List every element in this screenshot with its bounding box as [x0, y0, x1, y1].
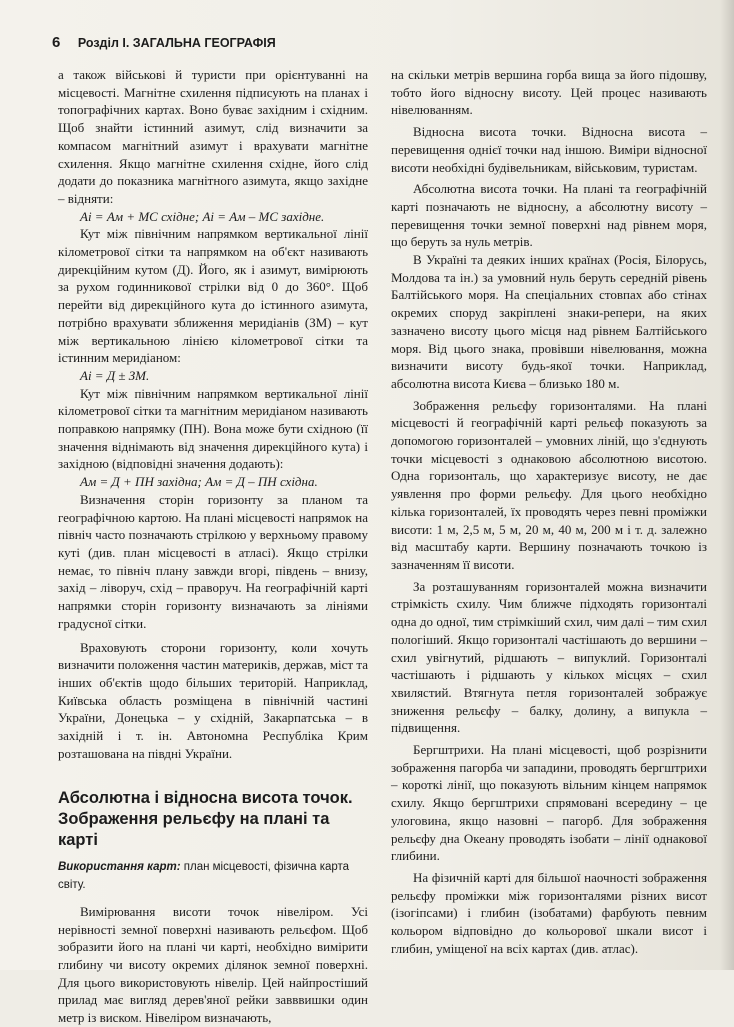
paragraph: на скільки метрів вершина горба вища за його підошву, тобто його відносну висоту. Цей процес називають нівелюванням.: [391, 67, 707, 118]
paragraph: Кут між північним напрямком вертикальної лінії кілометрової сітки та магнітним меридіаном називають поправкою напрямку (ПН). Вона може бути східною (її значення віднімають від значення дирекційного кута) і західною (відповідні значення додають):: [58, 385, 368, 472]
paragraph: Бергштрихи. На плані місцевості, щоб розрізнити зображення пагорба чи западини, проводять бергштрихи – короткі лінії, що показують вільним кінцем напрямок схилу. Якщо бергштрихи спрямовані всередину – це улоговина, якщо назовні – пагорб. Для зображення рельєфу дна Океану проводять ізобати – лінії однакової глибини.: [391, 742, 707, 864]
running-title: Розділ І. ЗАГАЛЬНА ГЕОГРАФІЯ: [77, 36, 276, 50]
paragraph: За розташуванням горизонталей можна визначити стрімкість схилу. Чим ближче підходять горизонталі одна до одної, тим стрімкіший схил, чим далі – тим схил пологіший. Якщо горизонталі частішають до вершини – схил увігнутий, рідшають – випуклий. Горизонталі частішають і рідшають у кількох місцях – схил хвилястий. Втягнута петля горизонталей зображує зниження рельєфу – балку, долину, а випукла – підвищення.: [391, 578, 707, 736]
right-column: [391, 66, 707, 957]
page-number: 6: [52, 34, 61, 51]
paragraph: Абсолютна висота точки. На плані та географічній карті позначають не відносну, а абсолютну висоту – перевищення точки земної поверхні над рівнем моря, що беруть за нуль метрів.: [391, 181, 707, 250]
formula: Аі = Ам + МС східне; Аі = Ам – МС західне.: [80, 208, 325, 224]
page-edge-shadow: [720, 0, 734, 970]
maps-usage-label: Використання карт:: [58, 861, 181, 874]
paragraph: Вимірювання висоти точок нівеліром. Усі нерівності земної поверхні називають рельєфом. Щоб зобразити його на плані чи карті, необхідно вимірити глибину чи висоту окремих ділянок земної поверхні. Для цього використовують нівелір. Цей найпростіший прилад має вигляд дерев'яної рейки завввишки один метр із виском. Нівеліром визначають,: [58, 903, 368, 1026]
section-title: Абсолютна і відносна висота точок. Зображення рельєфу на плані та карті: [58, 789, 353, 850]
formula: Ам = Д + ПН західна; Ам = Д – ПН східна.: [80, 474, 318, 490]
paragraph: Враховують сторони горизонту, коли хочуть визначити положення частин материків, держав, міст та інших об'єктів щодо більших територій. Наприклад, Київська область розміщена в північній частині України, Донецька – у східній, Закарпатська – в західній і т. ін. Автономна Республіка Крим розташована на півдні України.: [58, 639, 368, 761]
paragraph: На фізичній карті для більшої наочності зображення рельєфу проміжки між горизонталями різних висот (ізогіпсами) і глибин (ізобатами) фарбують певним кольором відповідно до кольорової шкали висот і глибин, уміщеної на всіх картах (див. атлас).: [391, 869, 707, 956]
formula: Аі = Д ± ЗМ.: [80, 367, 150, 383]
page-header: [52, 34, 276, 51]
paragraph: В Україні та деяких інших країнах (Росія, Білорусь, Молдова та ін.) за умовний нуль беруть середній рівень Балтійського моря. На спеціальних стовпах або стінах окремих споруд закріплені знаки-репери, на яких зазначено висоту цього місця над рівнем Балтійського моря. Від цього знака, провівши нівелювання, можна визначити висоту будь-якої точки. Наприклад, абсолютна висота Києва – близько 180 м.: [391, 252, 707, 391]
maps-usage-text: план місцевості, фізична карта світу.: [58, 861, 350, 892]
paragraph: а також військові й туристи при орієнтуванні на місцевості. Магнітне схилення підписують на планах і топографічних картах. Воно буває західним і східним. Щоб знайти істинний азимут, слід визначити за компасом магнітний азимут і врахувати магнітне схилення. Якщо магнітне схилення східне, його слід додати до показника магнітного азимута, якщо західне – відняти:: [58, 67, 368, 206]
maps-usage-line: [58, 859, 368, 894]
paragraph: Кут між північним напрямком вертикальної лінії кілометрової сітки та напрямком на об'єкт називають дирекційним кутом (Д). Його, як і азимут, вимірюють за рухом годинникової стрілки від 0 до 360°. Щоб перейти від дирекційного кута до істинного азимута, потрібно врахувати зближення меридіанів (ЗМ) – кут між вертикальною лінією кілометрової сітки та істинним меридіаном:: [58, 226, 368, 366]
paragraph: Зображення рельєфу горизонталями. На плані місцевості й географічній карті рельєф показують за допомогою горизонталей – умовних ліній, що з'єднують точки місцевості з однаковою абсолютною висотою. Одна горизонталь, що характеризує висоту, не дає уявлення про форми рельєфу. Для цього необхідно кілька горизонталей, їх проводять через певні проміжки висоти: 1 м, 2,5 м, 5 м, 20 м, 40 м, 200 м і т. д. залежно від масштабу карти. Вершину позначають точкою із зазначенням її висоти.: [391, 397, 707, 572]
paragraph: Визначення сторін горизонту за планом та географічною картою. На плані місцевості напрямок на північ часто позначають стрілкою у верхньому правому куті (див. план місцевості в атласі). Якщо стрілки немає, то північ плану завжди вгорі, південь – внизу, захід – ліворуч, схід – праворуч. На географічній карті напрямки сторін горизонту визначають за лініями градусної сітки.: [58, 491, 368, 631]
paragraph: Відносна висота точки. Відносна висота – перевищення однієї точки над іншою. Виміри відносної висоти необхідні будівельникам, військовим, туристам.: [391, 124, 707, 175]
left-column: [58, 66, 368, 1027]
